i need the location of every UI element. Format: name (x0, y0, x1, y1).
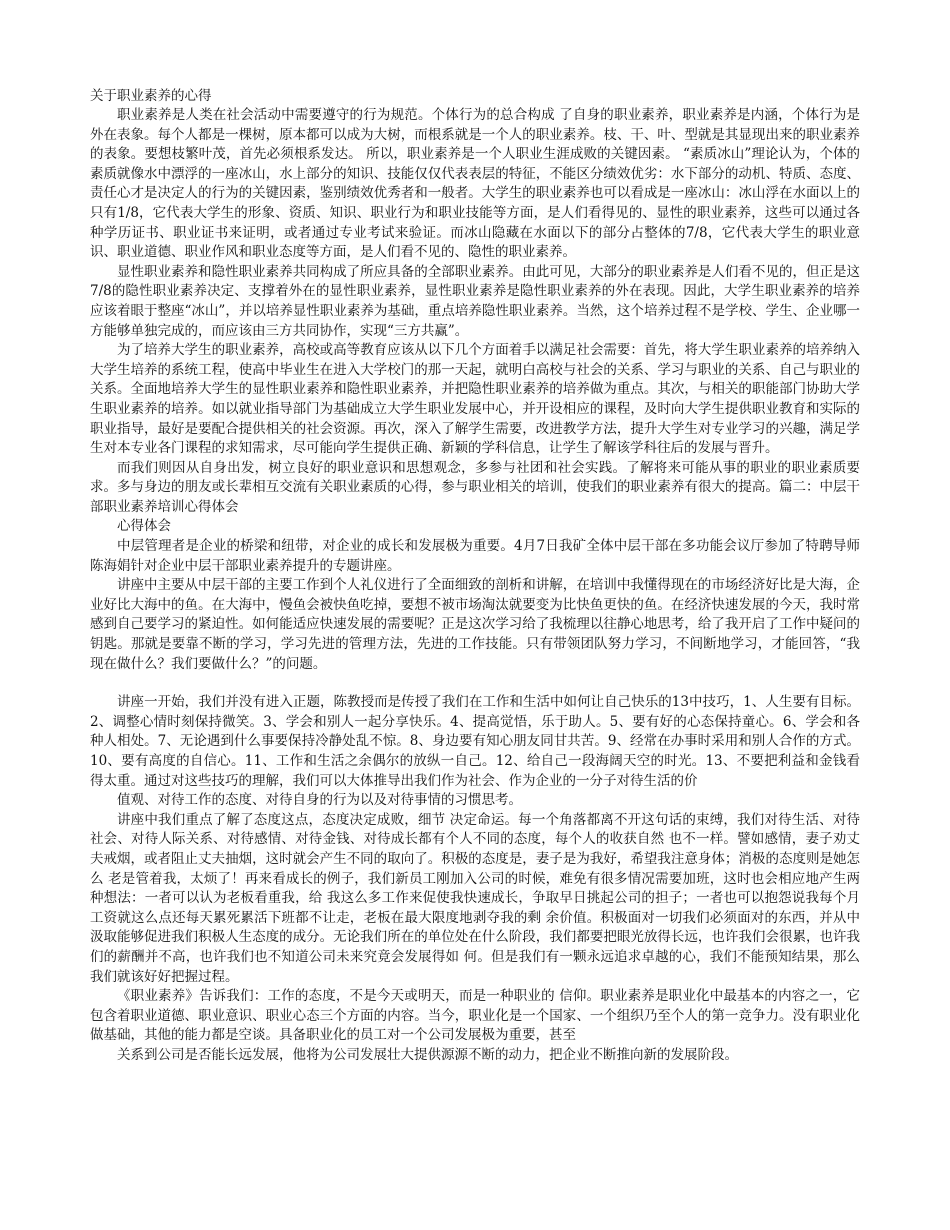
paragraph-professionalism: 《职业素养》告诉我们：工作的态度，不是今天或明天，而是一种职业的 信仰。职业素养是职业化中最基本的内容之一，它包含着职业道德、职业意识、职业心态三个方面的内容。当今，职业化是一个国家、一个组织乃至个人的第一竞争力。没有职业化做基础，其他的能力都是空谈。具备职业化的员工对一个公司发展极为重要，甚至 (90, 988, 860, 1044)
document-title: 关于职业素养的心得 (90, 88, 212, 104)
paragraph-quality-intro: 职业素养是人类在社会活动中需要遵守的行为规范。个体行为的总合构成 了自身的职业素养，职业素养是内涵，个体行为是外在表象。每个人都是一棵树，原本都可以成为大树，而根系就是一个人的职业素养。枝、干、叶、型就是其显现出来的职业素养的表象。要想枝繁叶茂，首先必须根系发达。 所以，职业素养是一个人职业生涯成败的关键因素。 “素质冰山”理论认为，个体的素质就像水中漂浮的一座冰山，水上部分的知识、技能仅仅代表表层的特征，不能区分绩效优劣：水下部分的动机、特质、态度、责任心才是决定人的行为的关键因素，鉴别绩效优秀者和一般者。大学生的职业素养也可以看成是一座冰山：冰山浮在水面以上的只有1/8，它代表大学生的形象、资质、知识、职业行为和职业技能等方面，是人们看得见的、显性的职业素养，这些可以通过各种学历证书、职业证书来证明，或者通过专业考试来验证。而冰山隐藏在水面以下的部分占整体的7/8，它代表大学生的职业意识、职业道德、职业作风和职业态度等方面，是人们看不见的、隐性的职业素养。 (90, 107, 860, 261)
paragraph-cultivation: 为了培养大学生的职业素养，高校或高等教育应该从以下几个方面着手以满足社会需要：首先，将大学生职业素养的培养纳入大学生培养的系统工程，使高中毕业生在进入大学校门的那一天起，就明白高校与社会的关系、学习与职业的关系、自己与职业的关系。全面地培养大学生的显性职业素养和隐性职业素养，并把隐性职业素养的培养做为重点。其次，与相关的职能部门协助大学生职业素养的培养。如以就业指导部门为基础成立大学生职业发展中心，并开设相应的课程，及时向大学生提供职业教育和实际的职业指导，最好是要配合提供相关的社会资源。再次，深入了解学生需要，改进教学方法，提升大学生对专业学习的兴趣，满足学生对本专业各门课程的求知需求，尽可能向学生提供正确、新颖的学科信息，让学生了解该学科往后的发展与晋升。 (90, 342, 860, 457)
paragraph-happiness-tips: 讲座一开始，我们并没有进入正题，陈教授而是传授了我们在工作和生活中如何让自己快乐的13中技巧，1、人生要有目标。2、调整心情时刻保持微笑。3、学会和别人一起分享快乐。4、提高觉悟，乐于助人。5、要有好的心态保持童心。6、学会和各种人相处。7、无论遇到什么事要保持冷静处乱不惊。8、身边要有知心朋友同甘共苦。9、经常在办事时采用和别人合作的方式。10、要有高度的自信心。11、工作和生活之余偶尔的放纵一自己。12、给自己一段海阔天空的时光。13、不要把利益和金钱看得太重。通过对这些技巧的理解，我们可以大体推导出我们作为社会、作为企业的一分子对待生活的价 (90, 694, 860, 789)
paragraph-gap (90, 674, 860, 693)
paragraph-self-development: 而我们则因从自身出发，树立良好的职业意识和思想观念，多参与社团和社会实践。了解将来可能从事的职业的职业素质要求。多与身边的朋友或长辈相互交流有关职业素质的心得，参与职业相关的培训，使我们的职业素养有很大的提高。篇二：中层干部职业素养培训心得体会 (90, 459, 860, 515)
paragraph-lecture-content: 讲座中主要从中层干部的主要工作到个人礼仪进行了全面细致的剖析和讲解，在培训中我懂得现在的市场经济好比是大海，企业好比大海中的鱼。在大海中，慢鱼会被快鱼吃掉，要想不被市场淘汰就要变为比快鱼更快的鱼。在经济快速发展的今天，我时常感到自己要学习的紧迫性。如何能适应快速发展的需要呢？正是这次学习给了我梳理以往静心地思考，给了我开启了工作中疑问的钥匙。那就是要靠不断的学习，学习先进的管理方法，先进的工作技能。只有带领团队努力学习，不间断地学习，才能回答，“我现在做什么？我们要做什么？”的问题。 (90, 577, 860, 672)
paragraph-middle-managers: 中层管理者是企业的桥梁和纽带，对企业的成长和发展极为重要。4月7日我矿全体中层干部在多功能会议厅参加了特聘导师陈海娟针对企业中层干部职业素养提升的专题讲座。 (90, 538, 860, 574)
paragraph-heading-xinde: 心得体会 (117, 518, 171, 535)
paragraph-attitude: 讲座中我们重点了解了态度这点，态度决定成败，细节 决定命运。每一个角落都离不开这句话的束缚，我们对待生活、对待社会、对待人际关系、对待感情、对待金钱、对待成长都有个人不同的态度，每个人的收获自然 也不一样。譬如感情，妻子劝丈夫戒烟，或者阻止丈夫抽烟，这时就会产生不同的取向了。积极的态度是，妻子是为我好，希望我注意身体；消极的态度则是她怎么 老是管着我，太烦了！再来看成长的例子，我们新员工刚加入公司的时候，难免有很多情况需要加班，这时也会相应地产生两种想法：一者可以认为老板看重我，给 我这么多工作来促使我快速成长，争取早日挑起公司的担子；一者也可以抱怨说我每个月工资就这么点还每天累死累活下班都不让走，老板在最大限度地剥夺我的剩 余价值。积极面对一切我们必须面对的东西，并从中汲取能够促进我们积极人生态度的成分。无论我们所在的单位处在什么阶段，我们都要把眼光放得长远，也许我们会很累，也许我们的薪酬并不高，也许我们也不知道公司未来究竟会发展得如 何。但是我们有一颗永远追求卓越的心，我们不能预知结果，那么我们就该好好把握过程。 (90, 811, 860, 985)
document-page (90, 87, 860, 1066)
paragraph-explicit-implicit: 显性职业素养和隐性职业素养共同构成了所应具备的全部职业素养。由此可见，大部分的职业素养是人们看不见的，但正是这7/8的隐性职业素养决定、支撑着外在的显性职业素养，显性职业素养是隐性职业素养的外在表现。因此，大学生职业素养的培养应该着眼于整座“冰山”，并以培养显性职业素养为基础，重点培养隐性职业素养。当然，这个培养过程不是学校、学生、企业哪一方能够单独完成的，而应该由三方共同协作，实现“三方共赢”。 (90, 263, 860, 339)
paragraph-values: 值观、对待工作的态度、对待自身的行为以及对待事情的习惯思考。 (117, 792, 522, 809)
paragraph-closing: 关系到公司是否能长远发展，他将为公司发展壮大提供源源不断的动力，把企业不断推向新的发展阶段。 (117, 1046, 738, 1063)
